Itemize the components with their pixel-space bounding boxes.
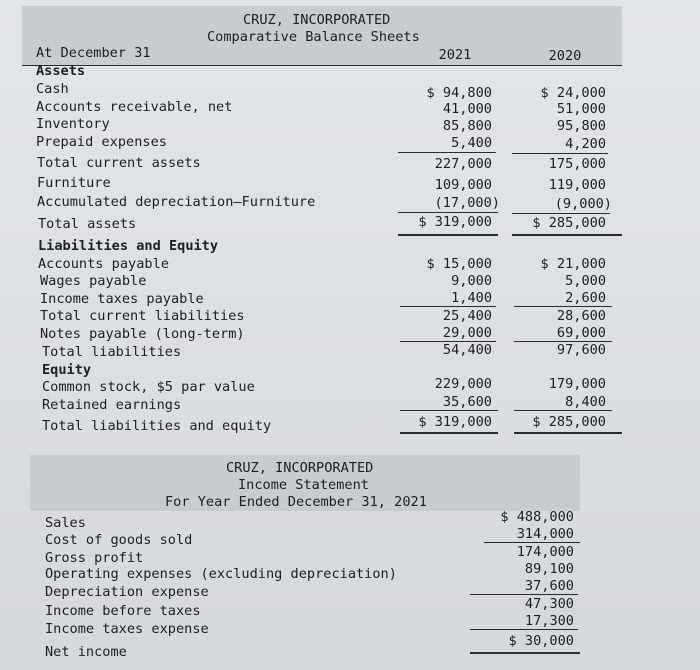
common-stock-2021: 229,000: [434, 376, 492, 392]
row-label-prepaid-expenses: Prepaid expenses: [36, 134, 167, 150]
net-income-double-rule: [470, 652, 580, 654]
common-stock-2020: 179,000: [548, 376, 606, 392]
accounts-payable-2020: $ 21,000: [540, 256, 606, 272]
is-value-income-taxes-expense: 17,300: [524, 613, 574, 629]
accounts-payable-2021: $ 15,000: [426, 256, 492, 272]
total-liabilities-and-equity-2021: $ 319,000: [418, 414, 492, 430]
row-label-accounts-payable: Accounts payable: [38, 256, 169, 272]
bs-year-2021: 2021: [438, 47, 472, 63]
retained-earnings-2021: 35,600: [442, 394, 492, 410]
is-value-gross-profit: 174,000: [516, 544, 574, 560]
row-label-retained-earnings: Retained earnings: [42, 397, 182, 413]
income-taxes-payable-2021: 1,400: [451, 290, 492, 306]
row-label-total-current-assets: Total current assets: [37, 155, 201, 171]
row-label-notes-payable: Notes payable (long-term): [40, 326, 245, 342]
accounts-receivable-2021: 41,000: [442, 101, 492, 117]
is-period: For Year Ended December 31, 2021: [165, 494, 427, 510]
bs-company-name: CRUZ, INCORPORATED: [243, 12, 391, 28]
cogs-rule: [484, 542, 580, 543]
liabilities-and-equity-heading: Liabilities and Equity: [38, 238, 219, 254]
is-value-income-before-taxes: 47,300: [524, 596, 574, 612]
liabilities-rule-2020: [514, 306, 612, 307]
row-label-wages-payable: Wages payable: [40, 273, 147, 289]
expenses-rule: [470, 594, 578, 595]
cash-2021: $ 94,800: [426, 85, 492, 101]
row-label-common-stock: Common stock, $5 par value: [42, 379, 255, 395]
is-value-depreciation-expense: 37,600: [524, 578, 574, 594]
assets-heading: Assets: [36, 63, 86, 79]
row-label-total-current-liabilities: Total current liabilities: [40, 308, 245, 324]
retained-earnings-2020: 8,400: [565, 394, 606, 410]
assets-rule-2021: [398, 212, 498, 213]
bs-title: Comparative Balance Sheets: [207, 29, 420, 45]
row-label-total-assets: Total assets: [38, 216, 137, 232]
equity-heading: Equity: [42, 362, 92, 378]
is-label-income-taxes-expense: Income taxes expense: [45, 621, 209, 637]
inventory-2021: 85,800: [442, 118, 492, 134]
is-label-cogs: Cost of goods sold: [45, 532, 193, 548]
is-label-income-before-taxes: Income before taxes: [45, 603, 201, 619]
total-liabilities-2021: 54,400: [442, 342, 492, 358]
is-company-name: CRUZ, INCORPORATED: [226, 460, 374, 476]
total-current-liabilities-2021: 25,400: [442, 308, 492, 324]
subtotal-rule-2020: [512, 153, 608, 154]
row-label-accounts-receivable: Accounts receivable, net: [36, 99, 233, 115]
wages-payable-2020: 5,000: [565, 273, 606, 289]
prepaid-expenses-2021: 5,400: [451, 135, 492, 151]
cash-2020: $ 24,000: [540, 85, 606, 101]
total-liabilities-and-equity-2020: $ 285,000: [532, 414, 606, 430]
furniture-2021: 109,000: [434, 177, 492, 193]
row-label-cash: Cash: [36, 81, 69, 97]
row-label-inventory: Inventory: [36, 116, 110, 132]
accumulated-depreciation-2021: (17,000): [434, 195, 500, 211]
row-label-total-liabilities: Total liabilities: [42, 344, 182, 360]
inventory-2020: 95,800: [556, 118, 606, 134]
row-label-furniture: Furniture: [37, 175, 111, 191]
header-rule: [22, 65, 622, 66]
total-le-double-rule-2020: [514, 432, 622, 434]
is-value-sales: $ 488,000: [500, 509, 574, 525]
prepaid-expenses-2020: 4,200: [565, 136, 606, 152]
income-taxes-payable-2020: 2,600: [565, 290, 606, 306]
is-label-gross-profit: Gross profit: [45, 550, 144, 566]
total-assets-double-rule-2020: [512, 234, 622, 236]
taxes-rule: [470, 629, 578, 630]
bs-year-2020: 2020: [548, 48, 582, 64]
equity-rule-2020: [514, 410, 612, 411]
is-value-cogs: 314,000: [516, 526, 574, 542]
total-liabilities-2020: 97,600: [556, 342, 606, 358]
row-label-accumulated-depreciation: Accumulated depreciation–Furniture: [37, 194, 316, 210]
is-label-sales: Sales: [45, 515, 86, 531]
is-value-operating-expenses: 89,100: [524, 561, 574, 577]
furniture-2020: 119,000: [548, 177, 606, 193]
bs-date-label: At December 31: [36, 45, 151, 61]
total-assets-double-rule-2021: [398, 234, 498, 236]
wages-payable-2021: 9,000: [451, 273, 492, 289]
row-label-income-taxes-payable: Income taxes payable: [40, 291, 204, 307]
total-current-assets-2020: 175,000: [548, 156, 606, 172]
notes-payable-2021: 29,000: [442, 325, 492, 341]
accumulated-depreciation-2020: (9,000): [554, 196, 612, 212]
assets-rule-2020: [512, 213, 610, 214]
is-label-depreciation-expense: Depreciation expense: [45, 584, 209, 600]
total-current-liabilities-2020: 28,600: [556, 308, 606, 324]
total-assets-2020: $ 285,000: [532, 215, 606, 231]
total-current-assets-2021: 227,000: [434, 156, 492, 172]
is-value-net-income: $ 30,000: [508, 633, 574, 649]
notes-payable-2020: 69,000: [556, 325, 606, 341]
subtotal-rule-2021: [398, 152, 496, 153]
is-title: Income Statement: [238, 477, 369, 493]
is-label-operating-expenses: Operating expenses (excluding depreciation): [45, 566, 397, 582]
equity-rule-2021: [400, 410, 498, 411]
total-le-double-rule-2021: [400, 432, 498, 434]
total-assets-2021: $ 319,000: [418, 214, 492, 230]
liabilities-rule-2021: [400, 306, 496, 307]
is-label-net-income: Net income: [45, 644, 127, 660]
accounts-receivable-2020: 51,000: [556, 101, 606, 117]
row-label-total-liabilities-and-equity: Total liabilities and equity: [42, 418, 272, 434]
